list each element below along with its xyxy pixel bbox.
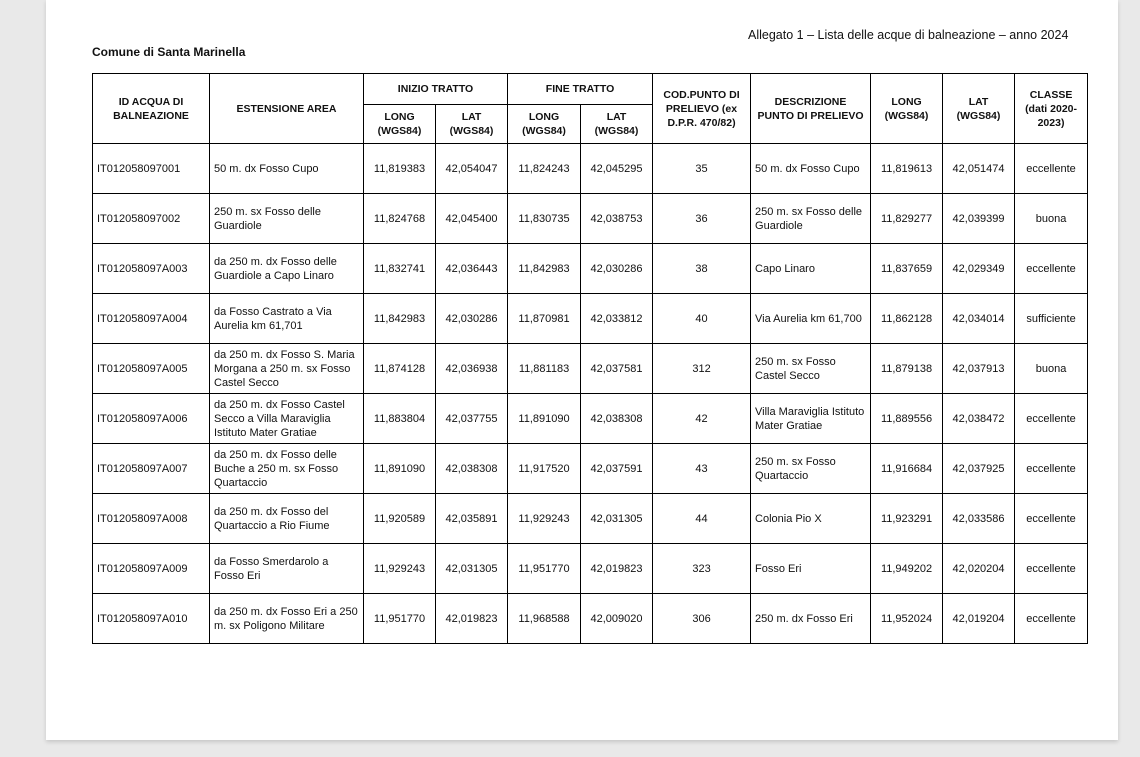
cell-fine-long: 11,917520 bbox=[508, 444, 581, 494]
cell-inizio-lat: 42,045400 bbox=[436, 194, 508, 244]
header-fine-lat: LAT (WGS84) bbox=[581, 105, 653, 144]
cell-cod-punto: 40 bbox=[653, 294, 751, 344]
cell-lat: 42,037925 bbox=[943, 444, 1015, 494]
cell-lat: 42,034014 bbox=[943, 294, 1015, 344]
cell-id: IT012058097A010 bbox=[93, 594, 210, 644]
cell-fine-long: 11,951770 bbox=[508, 544, 581, 594]
table-row bbox=[93, 144, 1088, 194]
cell-cod-punto: 36 bbox=[653, 194, 751, 244]
cell-cod-punto: 43 bbox=[653, 444, 751, 494]
cell-inizio-long: 11,920589 bbox=[364, 494, 436, 544]
cell-fine-long: 11,891090 bbox=[508, 394, 581, 444]
cell-id: IT012058097A003 bbox=[93, 244, 210, 294]
header-inizio-lat: LAT (WGS84) bbox=[436, 105, 508, 144]
cell-id: IT012058097A004 bbox=[93, 294, 210, 344]
header-inizio-long: LONG (WGS84) bbox=[364, 105, 436, 144]
cell-estensione: da 250 m. dx Fosso S. Maria Morgana a 250 m. sx Fosso Castel Secco bbox=[210, 344, 364, 394]
cell-fine-lat: 42,030286 bbox=[581, 244, 653, 294]
cell-inizio-long: 11,891090 bbox=[364, 444, 436, 494]
cell-id: IT012058097A008 bbox=[93, 494, 210, 544]
cell-lat: 42,037913 bbox=[943, 344, 1015, 394]
cell-fine-long: 11,929243 bbox=[508, 494, 581, 544]
table-row bbox=[93, 294, 1088, 344]
cell-id: IT012058097A009 bbox=[93, 544, 210, 594]
cell-classe: eccellente bbox=[1015, 444, 1088, 494]
cell-long: 11,916684 bbox=[871, 444, 943, 494]
header-inizio-tratto: INIZIO TRATTO bbox=[364, 74, 508, 105]
cell-fine-lat: 42,045295 bbox=[581, 144, 653, 194]
table-row bbox=[93, 444, 1088, 494]
cell-lat: 42,051474 bbox=[943, 144, 1015, 194]
cell-fine-lat: 42,009020 bbox=[581, 594, 653, 644]
attachment-title: Allegato 1 – Lista delle acque di balneazione – anno 2024 bbox=[748, 28, 1069, 42]
cell-inizio-lat: 42,035891 bbox=[436, 494, 508, 544]
cell-lat: 42,020204 bbox=[943, 544, 1015, 594]
table-row bbox=[93, 494, 1088, 544]
cell-long: 11,862128 bbox=[871, 294, 943, 344]
cell-id: IT012058097002 bbox=[93, 194, 210, 244]
cell-descrizione: Via Aurelia km 61,700 bbox=[751, 294, 871, 344]
cell-fine-lat: 42,037591 bbox=[581, 444, 653, 494]
cell-estensione: da 250 m. dx Fosso Eri a 250 m. sx Poligono Militare bbox=[210, 594, 364, 644]
cell-fine-lat: 42,038753 bbox=[581, 194, 653, 244]
cell-cod-punto: 44 bbox=[653, 494, 751, 544]
cell-inizio-long: 11,824768 bbox=[364, 194, 436, 244]
cell-fine-lat: 42,031305 bbox=[581, 494, 653, 544]
cell-fine-long: 11,968588 bbox=[508, 594, 581, 644]
cell-id: IT012058097A005 bbox=[93, 344, 210, 394]
cell-long: 11,837659 bbox=[871, 244, 943, 294]
cell-classe: eccellente bbox=[1015, 594, 1088, 644]
cell-inizio-lat: 42,036443 bbox=[436, 244, 508, 294]
cell-estensione: 50 m. dx Fosso Cupo bbox=[210, 144, 364, 194]
cell-fine-lat: 42,038308 bbox=[581, 394, 653, 444]
cell-descrizione: Villa Maraviglia Istituto Mater Gratiae bbox=[751, 394, 871, 444]
cell-cod-punto: 38 bbox=[653, 244, 751, 294]
header-descrizione: DESCRIZIONE PUNTO DI PRELIEVO bbox=[751, 74, 871, 144]
header-estensione: ESTENSIONE AREA bbox=[210, 74, 364, 144]
comune-title: Comune di Santa Marinella bbox=[92, 45, 246, 59]
cell-classe: buona bbox=[1015, 194, 1088, 244]
cell-long: 11,949202 bbox=[871, 544, 943, 594]
cell-inizio-lat: 42,019823 bbox=[436, 594, 508, 644]
cell-inizio-long: 11,832741 bbox=[364, 244, 436, 294]
header-classe: CLASSE (dati 2020-2023) bbox=[1015, 74, 1088, 144]
table-row bbox=[93, 194, 1088, 244]
cell-long: 11,879138 bbox=[871, 344, 943, 394]
cell-long: 11,923291 bbox=[871, 494, 943, 544]
cell-long: 11,889556 bbox=[871, 394, 943, 444]
cell-cod-punto: 42 bbox=[653, 394, 751, 444]
cell-long: 11,952024 bbox=[871, 594, 943, 644]
bathing-waters-table bbox=[92, 73, 1088, 644]
cell-inizio-long: 11,951770 bbox=[364, 594, 436, 644]
cell-cod-punto: 306 bbox=[653, 594, 751, 644]
cell-inizio-long: 11,883804 bbox=[364, 394, 436, 444]
header-cod-punto: COD.PUNTO DI PRELIEVO (ex D.P.R. 470/82) bbox=[653, 74, 751, 144]
header-lat: LAT (WGS84) bbox=[943, 74, 1015, 144]
header-id: ID ACQUA DI BALNEAZIONE bbox=[93, 74, 210, 144]
cell-inizio-lat: 42,036938 bbox=[436, 344, 508, 394]
cell-estensione: da 250 m. dx Fosso delle Buche a 250 m. sx Fosso Quartaccio bbox=[210, 444, 364, 494]
cell-lat: 42,019204 bbox=[943, 594, 1015, 644]
cell-fine-lat: 42,019823 bbox=[581, 544, 653, 594]
table-body bbox=[93, 144, 1088, 644]
cell-fine-long: 11,881183 bbox=[508, 344, 581, 394]
cell-inizio-long: 11,819383 bbox=[364, 144, 436, 194]
cell-cod-punto: 312 bbox=[653, 344, 751, 394]
cell-inizio-lat: 42,030286 bbox=[436, 294, 508, 344]
cell-inizio-lat: 42,031305 bbox=[436, 544, 508, 594]
cell-inizio-long: 11,874128 bbox=[364, 344, 436, 394]
cell-inizio-long: 11,842983 bbox=[364, 294, 436, 344]
cell-estensione: da Fosso Smerdarolo a Fosso Eri bbox=[210, 544, 364, 594]
cell-lat: 42,038472 bbox=[943, 394, 1015, 444]
header-fine-tratto: FINE TRATTO bbox=[508, 74, 653, 105]
cell-classe: eccellente bbox=[1015, 394, 1088, 444]
table-row bbox=[93, 544, 1088, 594]
cell-fine-long: 11,870981 bbox=[508, 294, 581, 344]
cell-fine-lat: 42,037581 bbox=[581, 344, 653, 394]
cell-id: IT012058097A007 bbox=[93, 444, 210, 494]
cell-inizio-lat: 42,038308 bbox=[436, 444, 508, 494]
cell-descrizione: Fosso Eri bbox=[751, 544, 871, 594]
cell-estensione: 250 m. sx Fosso delle Guardiole bbox=[210, 194, 364, 244]
cell-long: 11,829277 bbox=[871, 194, 943, 244]
cell-classe: sufficiente bbox=[1015, 294, 1088, 344]
cell-descrizione: Capo Linaro bbox=[751, 244, 871, 294]
cell-long: 11,819613 bbox=[871, 144, 943, 194]
cell-inizio-lat: 42,054047 bbox=[436, 144, 508, 194]
cell-estensione: da 250 m. dx Fosso delle Guardiole a Capo Linaro bbox=[210, 244, 364, 294]
cell-descrizione: 50 m. dx Fosso Cupo bbox=[751, 144, 871, 194]
table-row bbox=[93, 394, 1088, 444]
table-row bbox=[93, 244, 1088, 294]
cell-lat: 42,039399 bbox=[943, 194, 1015, 244]
cell-lat: 42,033586 bbox=[943, 494, 1015, 544]
cell-estensione: da 250 m. dx Fosso Castel Secco a Villa Maraviglia Istituto Mater Gratiae bbox=[210, 394, 364, 444]
cell-classe: eccellente bbox=[1015, 544, 1088, 594]
cell-fine-long: 11,830735 bbox=[508, 194, 581, 244]
cell-estensione: da Fosso Castrato a Via Aurelia km 61,701 bbox=[210, 294, 364, 344]
cell-inizio-long: 11,929243 bbox=[364, 544, 436, 594]
cell-cod-punto: 323 bbox=[653, 544, 751, 594]
cell-id: IT012058097001 bbox=[93, 144, 210, 194]
cell-inizio-lat: 42,037755 bbox=[436, 394, 508, 444]
table-row bbox=[93, 594, 1088, 644]
cell-descrizione: 250 m. sx Fosso Castel Secco bbox=[751, 344, 871, 394]
cell-fine-long: 11,842983 bbox=[508, 244, 581, 294]
cell-cod-punto: 35 bbox=[653, 144, 751, 194]
table-row bbox=[93, 344, 1088, 394]
cell-estensione: da 250 m. dx Fosso del Quartaccio a Rio Fiume bbox=[210, 494, 364, 544]
cell-descrizione: 250 m. sx Fosso Quartaccio bbox=[751, 444, 871, 494]
cell-classe: eccellente bbox=[1015, 144, 1088, 194]
cell-descrizione: 250 m. sx Fosso delle Guardiole bbox=[751, 194, 871, 244]
cell-descrizione: 250 m. dx Fosso Eri bbox=[751, 594, 871, 644]
cell-fine-lat: 42,033812 bbox=[581, 294, 653, 344]
cell-classe: eccellente bbox=[1015, 494, 1088, 544]
header-long: LONG (WGS84) bbox=[871, 74, 943, 144]
cell-lat: 42,029349 bbox=[943, 244, 1015, 294]
cell-classe: eccellente bbox=[1015, 244, 1088, 294]
cell-id: IT012058097A006 bbox=[93, 394, 210, 444]
cell-classe: buona bbox=[1015, 344, 1088, 394]
cell-descrizione: Colonia Pio X bbox=[751, 494, 871, 544]
header-fine-long: LONG (WGS84) bbox=[508, 105, 581, 144]
cell-fine-long: 11,824243 bbox=[508, 144, 581, 194]
